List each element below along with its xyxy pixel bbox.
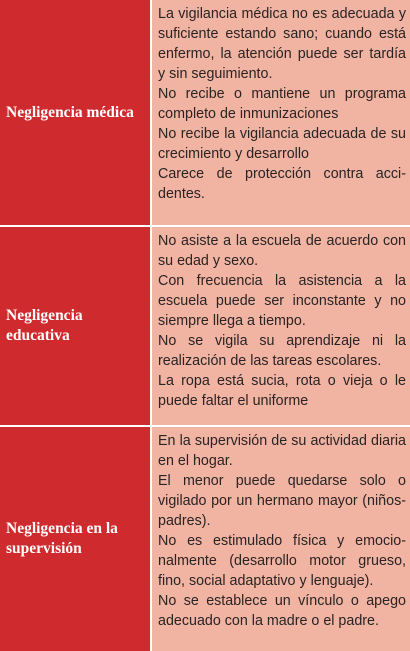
row-label: Negligencia en la supervisión xyxy=(6,520,118,557)
row-label: Negligencia médica xyxy=(6,103,134,121)
paragraph: No recibe la vigilancia adecuada de su crecimiento y desarrollo xyxy=(158,126,406,162)
row-label-cell xyxy=(0,0,152,227)
row-label-cell xyxy=(0,227,152,427)
paragraph: La vigilancia médica no es adecuada y suficiente estando sano; cuando está enfermo, la atención puede ser tardía y sin seguimiento. xyxy=(158,6,406,82)
paragraph: La ropa está sucia, rota o vieja o le puede faltar el uniforme xyxy=(158,373,406,409)
row-label-cell xyxy=(0,427,152,651)
paragraph: No es estimulado física y emocio-nalmente (desarrollo motor grueso, fino, social adaptativo y lenguaje). xyxy=(158,533,406,589)
row-content-cell xyxy=(152,427,410,651)
paragraph: No se establece un vínculo o apego adecuado con la madre o el padre. xyxy=(158,593,406,629)
paragraph: No se vigila su aprendizaje ni la realización de las tareas escolares. xyxy=(158,333,406,369)
row-label: Negligencia educativa xyxy=(6,307,83,344)
paragraph: En la supervisión de su actividad diaria en el hogar. xyxy=(158,433,406,469)
row-content-cell xyxy=(152,0,410,227)
paragraph: No recibe o mantiene un programa completo de inmunizaciones xyxy=(158,86,406,122)
paragraph: El menor puede quedarse solo o vigilado por un hermano mayor (niños-padres). xyxy=(158,473,406,529)
row-content-cell xyxy=(152,227,410,427)
paragraph: Carece de protección contra acci-dentes. xyxy=(158,166,406,202)
paragraph: Con frecuencia la asistencia a la escuela puede ser inconstante y no siempre llega a tiempo. xyxy=(158,273,406,329)
paragraph: No asiste a la escuela de acuerdo con su edad y sexo. xyxy=(158,233,406,269)
